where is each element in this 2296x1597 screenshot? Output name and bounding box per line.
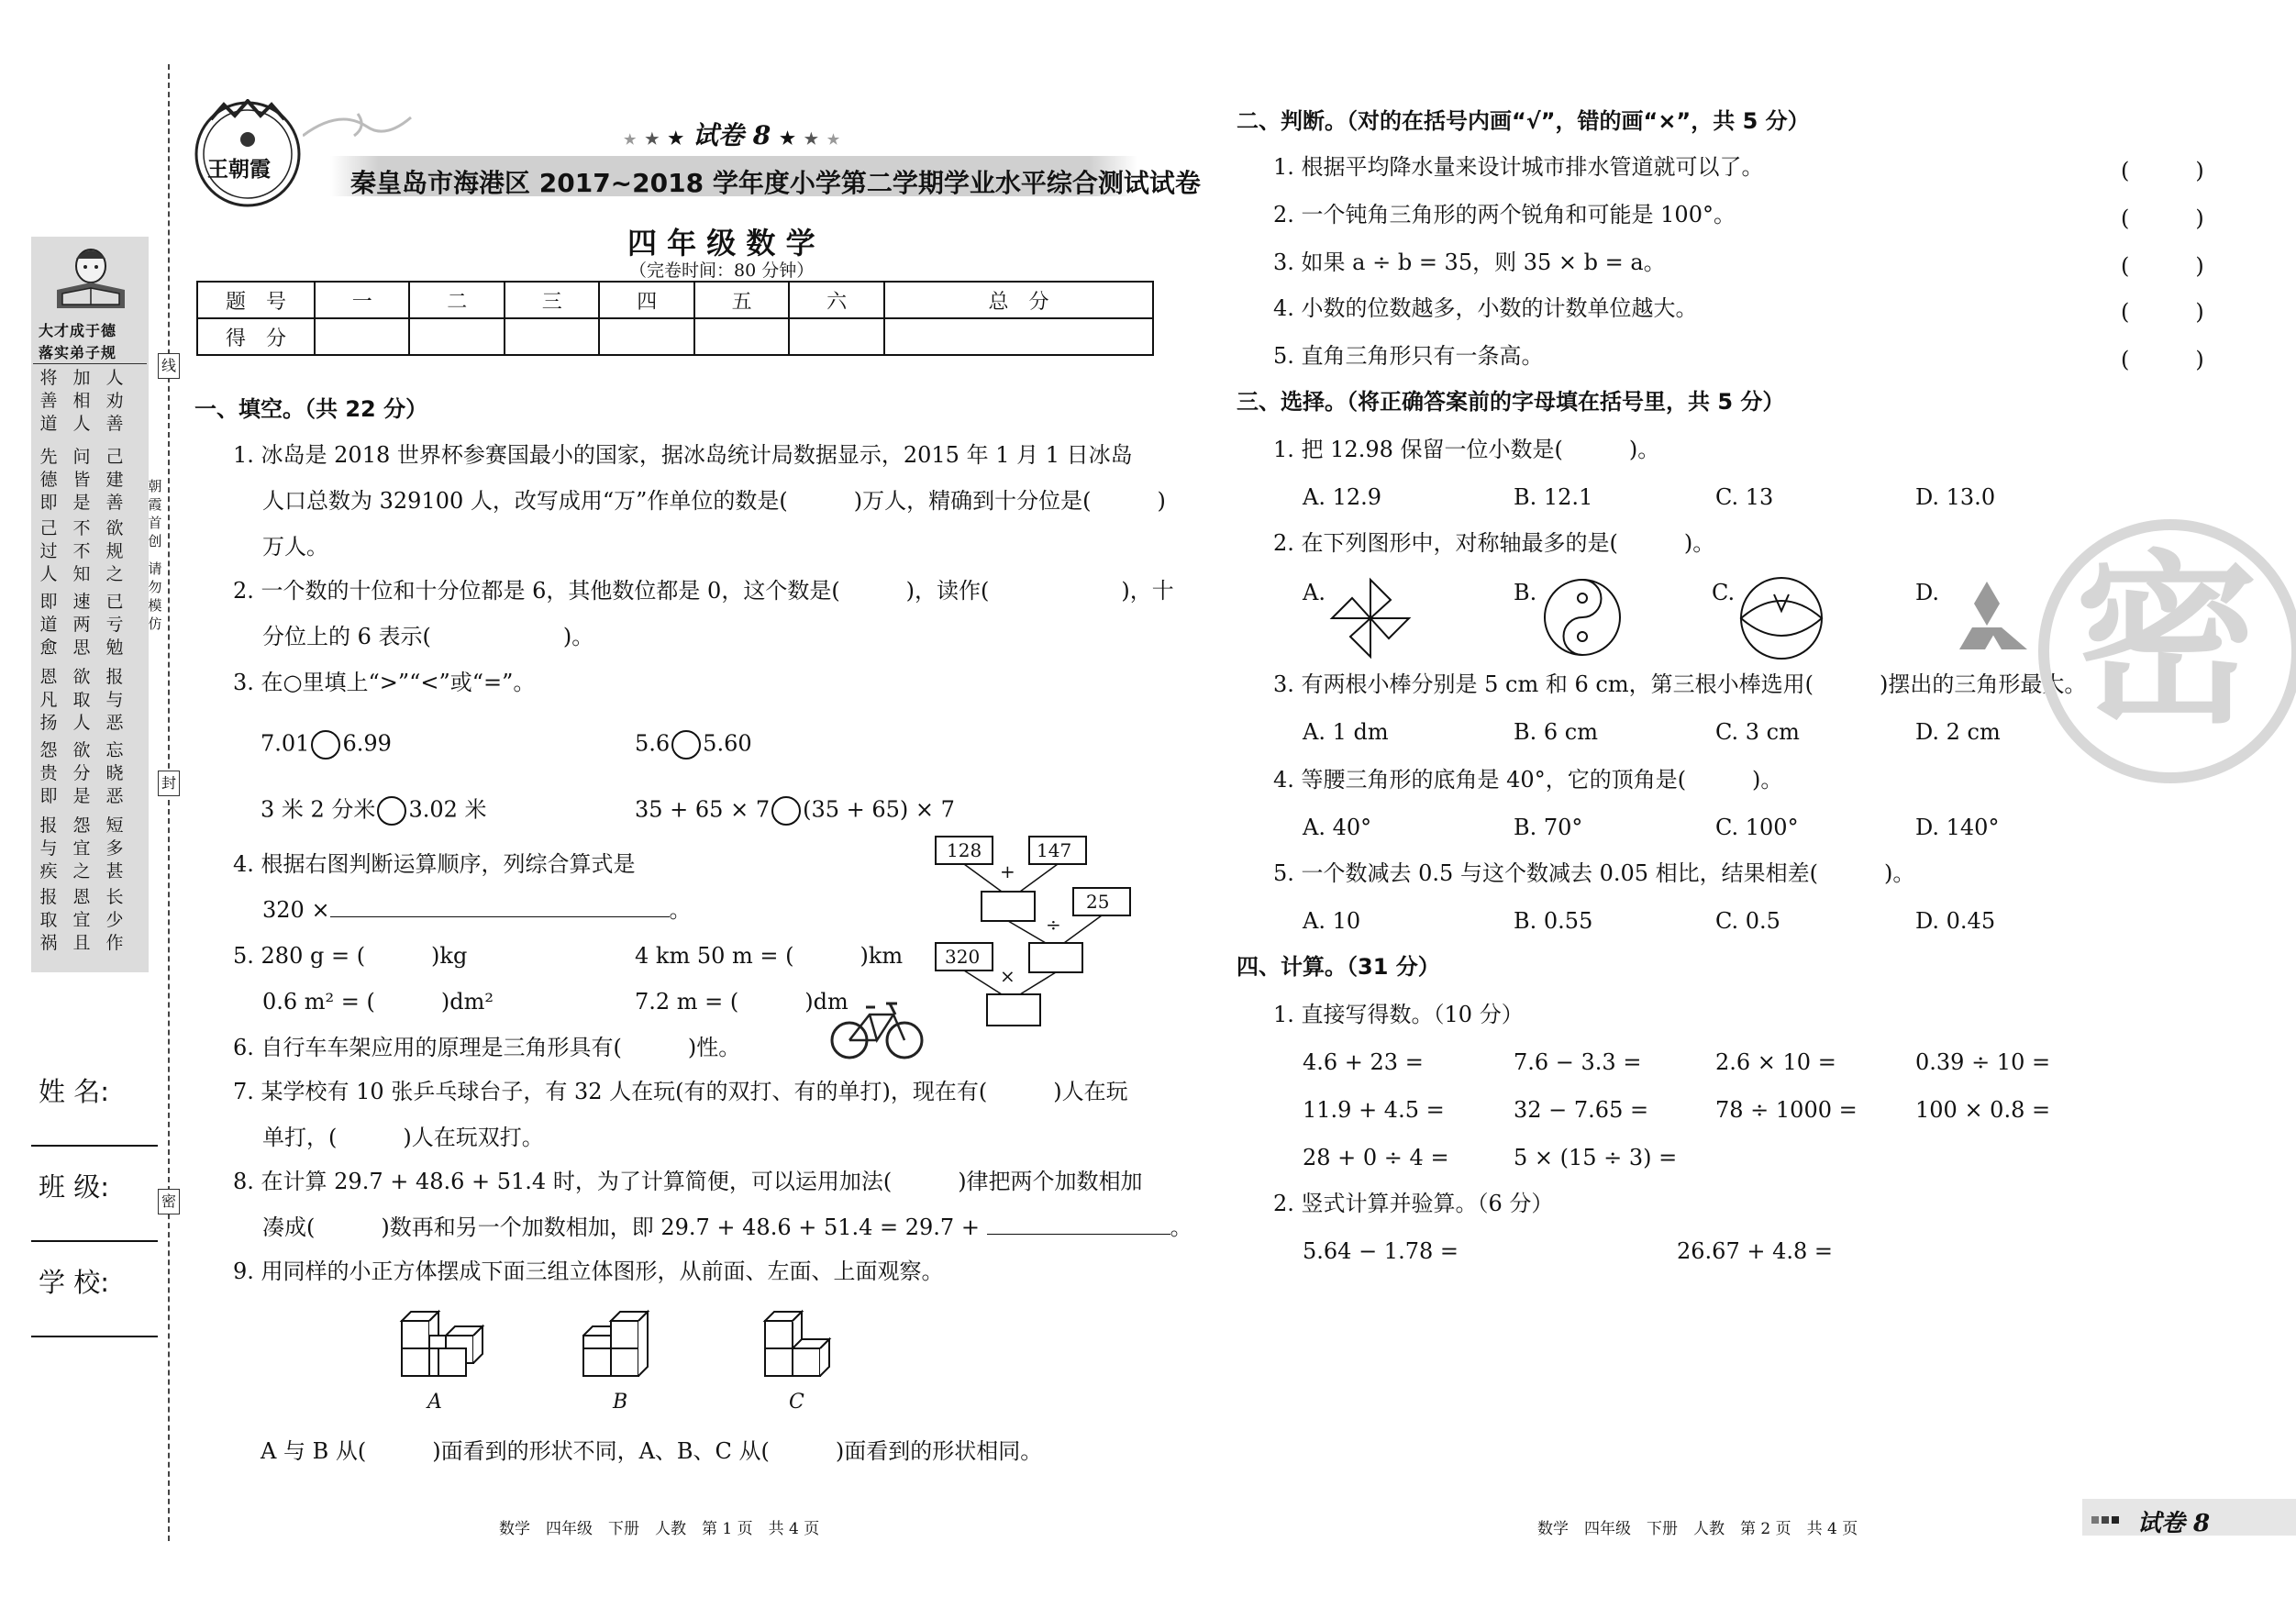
score-cell: 六: [789, 282, 883, 318]
cube-label-b: B: [613, 1391, 628, 1414]
cut-mark-line: 线: [158, 353, 180, 379]
calc-item: 4.6 + 23 =: [1303, 1049, 1424, 1075]
vertical-calc-1: 5.64 − 1.78 =: [1303, 1238, 1459, 1264]
calc-item: 7.6 − 3.3 =: [1514, 1049, 1642, 1075]
s1-q4-line1: 4. 根据右图判断运算顺序，列综合算式是: [233, 851, 636, 877]
motto-col: 已亏勉: [105, 592, 124, 658]
score-input[interactable]: [884, 318, 1153, 355]
motto-line-1: 大才成于德: [39, 322, 117, 339]
cube-label-a: A: [427, 1391, 442, 1414]
s1-q7-line2: 单打，( )人在玩双打。: [262, 1125, 544, 1150]
compare-a: [261, 730, 392, 760]
section1-title: 一、填空。（共 22 分）: [194, 396, 428, 422]
score-input[interactable]: [315, 318, 409, 355]
score-cell: 题 号: [197, 282, 315, 318]
choice-q1-opt-a[interactable]: A. 12.9: [1303, 484, 1382, 510]
choice-q2-opt-c[interactable]: C.: [1712, 580, 1736, 605]
school-label: 学 校:: [39, 1267, 109, 1298]
judge-answer-1[interactable]: ( ): [2121, 158, 2204, 183]
section4-title: 四、计算。（31 分）: [1237, 954, 1440, 980]
judge-answer-2[interactable]: ( ): [2121, 205, 2204, 231]
choice-q5-opt-c[interactable]: C. 0.5: [1715, 908, 1780, 934]
score-input[interactable]: [789, 318, 883, 355]
s1-q8-line1: 8. 在计算 29.7 + 48.6 + 51.4 时，为了计算简便，可以运用加法( )律把两个加数相加: [233, 1169, 1143, 1194]
s1-q8-line2: [262, 1216, 1192, 1238]
s1-q3: 3. 在○里填上“>”“<”或“=”。: [233, 670, 536, 695]
compare-a-left: 7.01: [261, 730, 310, 757]
choice-q3-opt-d[interactable]: D. 2 cm: [1915, 719, 2001, 745]
motto-col: 即道愈: [39, 592, 58, 658]
motto-col: 恩宜且: [72, 887, 91, 953]
choice-q1-opt-c[interactable]: C. 13: [1715, 484, 1774, 510]
s1-q9: 9. 用同样的小正方体摆成下面三组立体图形，从前面、左面、上面观察。: [233, 1259, 944, 1284]
choice-q2-opt-b[interactable]: B.: [1514, 580, 1537, 605]
compare-d-left: 35 + 65 × 7: [635, 796, 771, 823]
score-cell: 四: [599, 282, 693, 318]
footer-page-2: 数学 四年级 下册 人教 第 2 页 共 4 页: [1537, 1520, 1858, 1538]
secret-watermark-glyph: 密: [2075, 535, 2259, 749]
s1-q5-c: 0.6 m² = ( )dm²: [262, 989, 494, 1015]
name-field[interactable]: [31, 1145, 158, 1147]
s1-q5-b: 4 km 50 m = ( )km: [635, 943, 904, 969]
cube-label-c: C: [789, 1391, 804, 1414]
tree-op-plus: +: [1000, 860, 1015, 882]
motto-col: 短多甚: [105, 815, 124, 882]
compare-c-right: 3.02 米: [408, 796, 487, 823]
cube-figure-b: [580, 1295, 671, 1381]
cut-mark-secret: 密: [158, 1189, 180, 1214]
bicycle-icon: [829, 994, 925, 1062]
score-cell: 二: [409, 282, 504, 318]
judge-answer-5[interactable]: ( ): [2121, 347, 2204, 372]
footer-tag: 试卷 8: [2137, 1510, 2211, 1537]
motto-col: 先德即: [39, 447, 58, 513]
tree-op-div: ÷: [1046, 914, 1061, 936]
score-table: [196, 281, 1154, 356]
calc-sub1: 1. 直接写得数。（10 分）: [1273, 1002, 1524, 1027]
motto-columns: [37, 367, 147, 954]
motto-col: 不不知: [72, 518, 91, 584]
three-diamonds-figure: [1943, 576, 2031, 659]
tree-value-25: 25: [1086, 891, 1110, 913]
ribbon-decoration: [303, 108, 413, 145]
s1-q4-prefix: 320 ×: [262, 897, 330, 923]
s1-q2-line1: 2. 一个数的十位和十分位都是 6，其他数位都是 0，这个数是( )，读作( )，十: [233, 578, 1174, 604]
s1-q1-line1: 1. 冰岛是 2018 世界杯参赛国最小的国家，据冰岛统计局数据显示，2015 年 1 月 1 日冰岛: [233, 442, 1133, 468]
choice-q4-opt-d[interactable]: D. 140°: [1915, 815, 2000, 840]
motto-col: 人劝善: [105, 368, 124, 434]
circle-lens-figure: [1737, 574, 1825, 662]
section2-title: 二、判断。（对的在括号内画“√”，错的画“×”，共 5 分）: [1237, 108, 1810, 134]
judge-item-3: 3. 如果 a ÷ b = 35，则 35 × b = a。: [1273, 250, 1666, 275]
cube-figure-c: [761, 1295, 853, 1381]
star-icon: ★: [779, 128, 796, 149]
choice-q4-opt-b[interactable]: B. 70°: [1514, 815, 1583, 840]
s1-q4-answer-line[interactable]: [330, 916, 670, 917]
compare-d: [635, 796, 955, 826]
binding-cut-line: [168, 64, 170, 1541]
name-label: 姓 名:: [39, 1076, 109, 1107]
vertical-calc-2: 26.67 + 4.8 =: [1677, 1238, 1833, 1264]
choice-q1-opt-b[interactable]: B. 12.1: [1514, 484, 1593, 510]
tree-value-147: 147: [1037, 839, 1072, 861]
motto-col: 加相人: [72, 368, 91, 434]
score-input[interactable]: [409, 318, 504, 355]
choice-q5: 5. 一个数减去 0.5 与这个数减去 0.05 相比，结果相差( )。: [1273, 860, 1915, 886]
child-reading-illustration: [40, 242, 141, 316]
class-label: 班 级:: [39, 1171, 109, 1203]
star-icon: ★: [804, 130, 819, 149]
s1-q1-line2: 人口总数为 329100 人，改写成用“万”作单位的数是( )万人，精确到十分位是( ): [262, 488, 1166, 514]
choice-q4-opt-a[interactable]: A. 40°: [1303, 815, 1372, 840]
motto-col: 报取祸: [39, 887, 58, 953]
s1-q8-prefix: 凑成( )数再和另一个加数相加，即 29.7 + 48.6 + 51.4 = 29.7 +: [262, 1214, 980, 1240]
judge-item-1: 1. 根据平均降水量来设计城市排水管道就可以了。: [1273, 154, 1764, 180]
motto-col: 忘晓恶: [105, 740, 124, 806]
choice-q4-opt-c[interactable]: C. 100°: [1715, 815, 1799, 840]
motto-col: 欲取人: [72, 667, 91, 733]
motto-col: 己过人: [39, 518, 58, 584]
choice-q3-opt-a[interactable]: A. 1 dm: [1303, 719, 1389, 745]
tree-op-times: ×: [1000, 965, 1015, 987]
judge-answer-4[interactable]: ( ): [2121, 299, 2204, 325]
pinwheel-figure: [1326, 574, 1414, 662]
score-input[interactable]: [505, 318, 599, 355]
score-input[interactable]: [694, 318, 789, 355]
motto-col: 报与恶: [105, 667, 124, 733]
choice-q5-opt-d[interactable]: D. 0.45: [1915, 908, 1996, 934]
calc-sub2: 2. 竖式计算并验算。（6 分）: [1273, 1191, 1554, 1216]
motto-col: 怨贵即: [39, 740, 58, 806]
motto-col: 长少作: [105, 887, 124, 953]
footer-dots-icon: [2091, 1510, 2119, 1527]
vertical-note-1: 朝霞首创: [148, 478, 162, 549]
motto-col: 恩凡扬: [39, 667, 58, 733]
motto-line-2: 落实弟子规: [39, 344, 117, 361]
taiji-figure: [1541, 576, 1624, 659]
test-badge: [624, 116, 839, 152]
motto-col: 己建善: [105, 447, 124, 513]
star-icon: ★: [624, 131, 637, 148]
calc-item: 32 − 7.65 =: [1514, 1097, 1649, 1123]
choice-q3: 3. 有两根小棒分别是 5 cm 和 6 cm，第三根小棒选用( )摆出的三角形最大。: [1273, 671, 2087, 697]
compare-b-left: 5.6: [635, 730, 671, 757]
compare-a-right: 6.99: [342, 730, 392, 757]
choice-q5-opt-b[interactable]: B. 0.55: [1514, 908, 1593, 934]
s1-q8-answer-line[interactable]: [987, 1234, 1170, 1235]
judge-answer-3[interactable]: ( ): [2121, 253, 2204, 279]
motto-col: 将善道: [39, 368, 58, 434]
compare-circle[interactable]: [377, 796, 406, 826]
s1-q5-d: 7.2 m = ( )dm: [635, 989, 849, 1015]
calc-item: 5 × (15 ÷ 3) =: [1514, 1145, 1678, 1170]
choice-q4: 4. 等腰三角形的底角是 40°，它的顶角是( )。: [1273, 767, 1783, 793]
star-icon: ★: [826, 131, 840, 148]
judge-item-5: 5. 直角三角形只有一条高。: [1273, 343, 1544, 369]
compare-c: [261, 796, 487, 826]
calc-item: 2.6 × 10 =: [1715, 1049, 1836, 1075]
test-badge-label: 试卷 8: [693, 120, 771, 150]
star-icon: ★: [668, 128, 684, 149]
s1-q4-line2: [262, 899, 692, 921]
score-cell: 得 分: [197, 318, 315, 355]
compare-b-right: 5.60: [703, 730, 752, 757]
cut-mark-seal: 封: [158, 771, 180, 796]
choice-q1: 1. 把 12.98 保留一位小数是( )。: [1273, 437, 1660, 462]
compare-c-left: 3 米 2 分米: [261, 796, 376, 823]
time-note: （完卷时间：80 分钟）: [629, 261, 815, 281]
motto-col: 欲分是: [72, 740, 91, 806]
calc-item: 0.39 ÷ 10 =: [1915, 1049, 2051, 1075]
calc-item: 100 × 0.8 =: [1915, 1097, 2051, 1123]
judge-item-4: 4. 小数的位数越多，小数的计数单位越大。: [1273, 295, 1698, 321]
calc-item: 28 + 0 ÷ 4 =: [1303, 1145, 1449, 1170]
exam-title: 秦皇岛市海港区 2017~2018 学年度小学第二学期学业水平综合测试试卷: [350, 168, 1201, 198]
calc-item: 11.9 + 4.5 =: [1303, 1097, 1445, 1123]
tree-value-128: 128: [947, 839, 982, 861]
cube-figure-a: [398, 1295, 490, 1381]
compare-d-right: (35 + 65) × 7: [803, 796, 955, 823]
score-cell: 总 分: [884, 282, 1153, 318]
score-cell: 一: [315, 282, 409, 318]
choice-q2-opt-d[interactable]: D.: [1915, 580, 1940, 605]
score-header-row: [197, 282, 1153, 318]
s1-q1-line3: 万人。: [262, 534, 328, 560]
judge-item-2: 2. 一个钝角三角形的两个锐角和可能是 100°。: [1273, 202, 1736, 227]
choice-q3-opt-b[interactable]: B. 6 cm: [1514, 719, 1598, 745]
logo-text: 王朝霞: [207, 158, 271, 182]
compare-circle[interactable]: [311, 730, 340, 760]
class-field[interactable]: [31, 1240, 158, 1242]
compare-circle[interactable]: [671, 730, 701, 760]
compare-b: [635, 730, 752, 760]
s1-q2-line2: 分位上的 6 表示( )。: [262, 624, 594, 649]
section3-title: 三、选择。（将正确答案前的字母填在括号里，共 5 分）: [1237, 389, 1785, 415]
choice-q2-opt-a[interactable]: A.: [1303, 580, 1325, 605]
s1-q9-answer: A 与 B 从( )面看到的形状不同，A、B、C 从( )面看到的形状相同。: [261, 1438, 1043, 1464]
motto-col: 问皆是: [72, 447, 91, 513]
motto-col: 速两思: [72, 592, 91, 658]
s1-q8-end: 。: [1170, 1214, 1192, 1240]
footer-page-1: 数学 四年级 下册 人教 第 1 页 共 4 页: [499, 1520, 820, 1538]
star-icon: ★: [645, 130, 660, 149]
s1-q5-a: 5. 280 g = ( )kg: [233, 943, 468, 969]
school-field[interactable]: [31, 1336, 158, 1337]
choice-q2: 2. 在下列图形中，对称轴最多的是( )。: [1273, 530, 1715, 556]
motto-col: 怨宜之: [72, 815, 91, 882]
motto-col: 欲规之: [105, 518, 124, 584]
s1-q4-end: 。: [669, 897, 692, 923]
choice-q1-opt-d[interactable]: D. 13.0: [1915, 484, 1996, 510]
score-value-row: [197, 318, 1153, 355]
tree-value-320: 320: [945, 946, 981, 968]
s1-q6: 6. 自行车车架应用的原理是三角形具有( )性。: [233, 1035, 741, 1060]
choice-q5-opt-a[interactable]: A. 10: [1303, 908, 1361, 934]
subject-title: 四 年 级 数 学: [627, 226, 815, 261]
score-input[interactable]: [599, 318, 693, 355]
choice-q3-opt-c[interactable]: C. 3 cm: [1715, 719, 1800, 745]
vertical-note-2: 请勿模仿: [148, 560, 162, 632]
score-cell: 五: [694, 282, 789, 318]
calc-item: 78 ÷ 1000 =: [1715, 1097, 1858, 1123]
score-cell: 三: [505, 282, 599, 318]
motto-col: 报与疾: [39, 815, 58, 882]
compare-circle[interactable]: [771, 796, 801, 826]
s1-q7-line1: 7. 某学校有 10 张乒乓球台子，有 32 人在玩(有的双打、有的单打)，现在有( )人在玩: [233, 1079, 1128, 1104]
